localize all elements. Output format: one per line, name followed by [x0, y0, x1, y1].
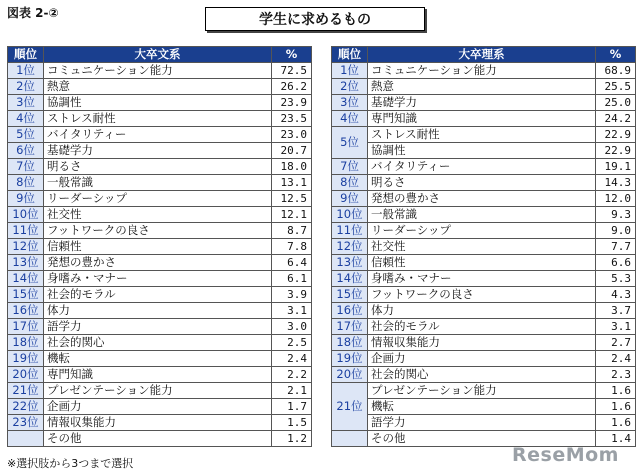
item-cell: 一般常識	[368, 207, 596, 223]
percent-cell: 3.0	[272, 319, 312, 335]
item-cell: 専門知識	[368, 111, 596, 127]
rank-cell: 1位	[8, 63, 44, 79]
table-row	[332, 335, 636, 351]
table-row	[8, 207, 312, 223]
rank-cell: 20位	[332, 367, 368, 383]
item-cell: 情報収集能力	[44, 415, 272, 431]
item-cell: バイタリティー	[368, 159, 596, 175]
rank-cell: 18位	[332, 335, 368, 351]
humanities-table	[7, 46, 312, 447]
percent-cell: 9.0	[596, 223, 636, 239]
rank-cell: 11位	[332, 223, 368, 239]
rank-cell: 2位	[332, 79, 368, 95]
table-row	[8, 79, 312, 95]
sciences-table-body	[332, 63, 636, 447]
item-cell: リーダーシップ	[44, 191, 272, 207]
percent-cell: 14.3	[596, 175, 636, 191]
percent-cell: 6.1	[272, 271, 312, 287]
percent-cell: 1.6	[596, 383, 636, 399]
rank-cell: 17位	[332, 319, 368, 335]
group-header: 大卒文系	[44, 47, 272, 63]
item-cell: 企画力	[44, 399, 272, 415]
item-cell: プレゼンテーション能力	[44, 383, 272, 399]
item-cell: 体力	[368, 303, 596, 319]
item-cell: バイタリティー	[44, 127, 272, 143]
rank-cell: 3位	[8, 95, 44, 111]
item-cell: 信頼性	[368, 255, 596, 271]
item-cell: 熱意	[368, 79, 596, 95]
rank-cell: 12位	[332, 239, 368, 255]
percent-cell: 12.0	[596, 191, 636, 207]
rank-cell: 10位	[8, 207, 44, 223]
item-cell: 協調性	[368, 143, 596, 159]
rank-cell: 20位	[8, 367, 44, 383]
pct-header: %	[596, 47, 636, 63]
table-row	[332, 95, 636, 111]
percent-cell: 20.7	[272, 143, 312, 159]
rank-cell: 13位	[332, 255, 368, 271]
item-cell: フットワークの良さ	[368, 287, 596, 303]
table-row	[332, 399, 636, 415]
sciences-table	[331, 46, 636, 447]
table-row	[332, 271, 636, 287]
rank-cell: 4位	[8, 111, 44, 127]
rank-cell: 22位	[8, 399, 44, 415]
item-cell: リーダーシップ	[368, 223, 596, 239]
percent-cell: 24.2	[596, 111, 636, 127]
table-row	[332, 63, 636, 79]
item-cell: コミュニケーション能力	[368, 63, 596, 79]
percent-cell: 22.9	[596, 127, 636, 143]
table-row	[332, 79, 636, 95]
footnote: ※選択肢から3つまで選択	[7, 457, 134, 470]
table-row	[8, 111, 312, 127]
rank-cell: 5位	[332, 127, 368, 159]
table-row	[8, 303, 312, 319]
item-cell: 社会的モラル	[44, 287, 272, 303]
percent-cell: 5.3	[596, 271, 636, 287]
item-cell: その他	[44, 431, 272, 447]
item-cell: 協調性	[44, 95, 272, 111]
percent-cell: 23.0	[272, 127, 312, 143]
table-row	[8, 367, 312, 383]
percent-cell: 18.0	[272, 159, 312, 175]
percent-cell: 3.9	[272, 287, 312, 303]
percent-cell: 1.6	[596, 415, 636, 431]
percent-cell: 7.8	[272, 239, 312, 255]
item-cell: 語学力	[44, 319, 272, 335]
rank-cell: 11位	[8, 223, 44, 239]
item-cell: 身嗜み・マナー	[368, 271, 596, 287]
rank-cell: 19位	[8, 351, 44, 367]
percent-cell: 23.5	[272, 111, 312, 127]
table-row	[8, 143, 312, 159]
rank-cell: 9位	[332, 191, 368, 207]
rank-cell	[8, 431, 44, 447]
item-cell: 発想の豊かさ	[368, 191, 596, 207]
table-row	[8, 287, 312, 303]
table-row	[332, 303, 636, 319]
item-cell: 明るさ	[44, 159, 272, 175]
rank-cell: 21位	[332, 383, 368, 431]
percent-cell: 1.7	[272, 399, 312, 415]
resemom-logo: ReseMom	[512, 444, 619, 466]
table-row	[8, 159, 312, 175]
table-row	[332, 383, 636, 399]
item-cell: 発想の豊かさ	[44, 255, 272, 271]
table-row	[8, 95, 312, 111]
table-row	[332, 207, 636, 223]
percent-cell: 25.5	[596, 79, 636, 95]
item-cell: プレゼンテーション能力	[368, 383, 596, 399]
table-row	[8, 431, 312, 447]
percent-cell: 19.1	[596, 159, 636, 175]
pct-header: %	[272, 47, 312, 63]
rank-cell: 8位	[332, 175, 368, 191]
percent-cell: 2.2	[272, 367, 312, 383]
percent-cell: 23.9	[272, 95, 312, 111]
rank-cell: 2位	[8, 79, 44, 95]
percent-cell: 3.1	[272, 303, 312, 319]
table-row	[8, 255, 312, 271]
item-cell: 一般常識	[44, 175, 272, 191]
percent-cell: 1.4	[596, 431, 636, 447]
table-row	[8, 239, 312, 255]
table-row	[332, 287, 636, 303]
table-row	[8, 191, 312, 207]
item-cell: 社交性	[368, 239, 596, 255]
table-row	[8, 383, 312, 399]
percent-cell: 6.6	[596, 255, 636, 271]
rank-cell: 13位	[8, 255, 44, 271]
percent-cell: 1.2	[272, 431, 312, 447]
item-cell: 機転	[44, 351, 272, 367]
percent-cell: 1.5	[272, 415, 312, 431]
table-row	[332, 255, 636, 271]
rank-cell: 15位	[332, 287, 368, 303]
percent-cell: 2.7	[596, 335, 636, 351]
table-row	[332, 239, 636, 255]
item-cell: 語学力	[368, 415, 596, 431]
table-row	[8, 271, 312, 287]
table-row	[332, 351, 636, 367]
item-cell: 社会的関心	[368, 367, 596, 383]
table-row	[332, 159, 636, 175]
percent-cell: 3.7	[596, 303, 636, 319]
rank-cell: 17位	[8, 319, 44, 335]
rank-cell: 6位	[8, 143, 44, 159]
figure-label: 図表 2-②	[7, 6, 59, 20]
rank-cell: 8位	[8, 175, 44, 191]
item-cell: 専門知識	[44, 367, 272, 383]
percent-cell: 68.9	[596, 63, 636, 79]
rank-cell: 10位	[332, 207, 368, 223]
rank-cell: 16位	[8, 303, 44, 319]
table-row	[332, 127, 636, 143]
humanities-table-body	[8, 63, 312, 447]
table-row	[332, 415, 636, 431]
percent-cell: 72.5	[272, 63, 312, 79]
percent-cell: 2.3	[596, 367, 636, 383]
item-cell: 体力	[44, 303, 272, 319]
percent-cell: 3.1	[596, 319, 636, 335]
rank-cell: 9位	[8, 191, 44, 207]
rank-header: 順位	[8, 47, 44, 63]
rank-cell	[332, 431, 368, 447]
table-row	[332, 191, 636, 207]
rank-cell: 14位	[8, 271, 44, 287]
table-row	[332, 175, 636, 191]
table-row	[8, 415, 312, 431]
item-cell: 熱意	[44, 79, 272, 95]
percent-cell: 12.1	[272, 207, 312, 223]
item-cell: 機転	[368, 399, 596, 415]
table-row	[8, 351, 312, 367]
rank-cell: 18位	[8, 335, 44, 351]
rank-cell: 7位	[8, 159, 44, 175]
table-header-row	[8, 47, 312, 63]
percent-cell: 2.4	[596, 351, 636, 367]
item-cell: ストレス耐性	[368, 127, 596, 143]
rank-cell: 14位	[332, 271, 368, 287]
table-row	[8, 63, 312, 79]
item-cell: 企画力	[368, 351, 596, 367]
percent-cell: 26.2	[272, 79, 312, 95]
item-cell: 基礎学力	[44, 143, 272, 159]
percent-cell: 9.3	[596, 207, 636, 223]
percent-cell: 6.4	[272, 255, 312, 271]
item-cell: 身嗜み・マナー	[44, 271, 272, 287]
percent-cell: 4.3	[596, 287, 636, 303]
table-row	[332, 111, 636, 127]
item-cell: フットワークの良さ	[44, 223, 272, 239]
rank-cell: 1位	[332, 63, 368, 79]
table-row	[332, 319, 636, 335]
percent-cell: 13.1	[272, 175, 312, 191]
table-row	[332, 223, 636, 239]
percent-cell: 22.9	[596, 143, 636, 159]
table-row	[8, 223, 312, 239]
item-cell: その他	[368, 431, 596, 447]
percent-cell: 8.7	[272, 223, 312, 239]
percent-cell: 2.4	[272, 351, 312, 367]
rank-cell: 21位	[8, 383, 44, 399]
item-cell: 情報収集能力	[368, 335, 596, 351]
percent-cell: 1.6	[596, 399, 636, 415]
rank-cell: 19位	[332, 351, 368, 367]
percent-cell: 25.0	[596, 95, 636, 111]
rank-header: 順位	[332, 47, 368, 63]
rank-cell: 5位	[8, 127, 44, 143]
item-cell: 社会的関心	[44, 335, 272, 351]
table-header-row	[332, 47, 636, 63]
table-row	[8, 127, 312, 143]
item-cell: 信頼性	[44, 239, 272, 255]
item-cell: 社交性	[44, 207, 272, 223]
table-row	[8, 335, 312, 351]
item-cell: 社会的モラル	[368, 319, 596, 335]
percent-cell: 2.1	[272, 383, 312, 399]
percent-cell: 2.5	[272, 335, 312, 351]
table-row	[8, 175, 312, 191]
rank-cell: 3位	[332, 95, 368, 111]
item-cell: 基礎学力	[368, 95, 596, 111]
table-row	[332, 367, 636, 383]
rank-cell: 15位	[8, 287, 44, 303]
table-row	[8, 319, 312, 335]
rank-cell: 12位	[8, 239, 44, 255]
rank-cell: 7位	[332, 159, 368, 175]
group-header: 大卒理系	[368, 47, 596, 63]
page-title: 学生に求めるもの	[205, 7, 425, 31]
table-row	[8, 399, 312, 415]
item-cell: 明るさ	[368, 175, 596, 191]
item-cell: コミュニケーション能力	[44, 63, 272, 79]
rank-cell: 4位	[332, 111, 368, 127]
rank-cell: 23位	[8, 415, 44, 431]
rank-cell: 16位	[332, 303, 368, 319]
percent-cell: 7.7	[596, 239, 636, 255]
percent-cell: 12.5	[272, 191, 312, 207]
table-row	[332, 143, 636, 159]
item-cell: ストレス耐性	[44, 111, 272, 127]
